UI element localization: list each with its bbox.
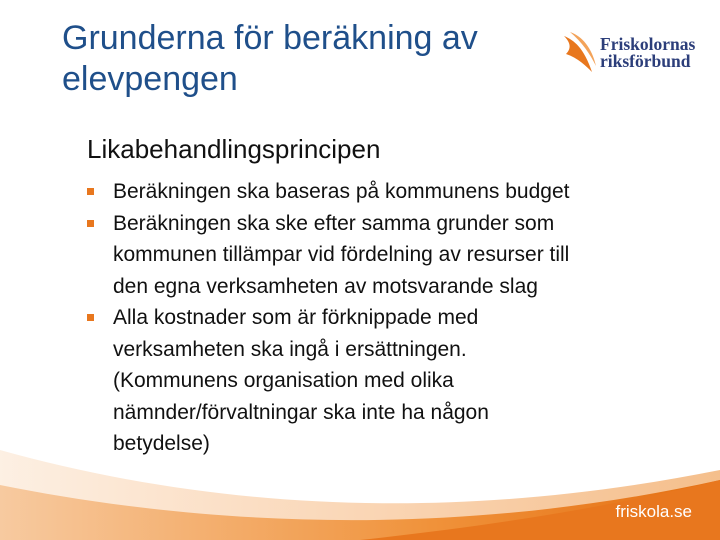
square-bullet-icon [87, 188, 94, 195]
bullet-1-line-1: Beräkningen ska baseras på kommunens budget [113, 180, 570, 203]
bullet-2-line-2: kommunen tillämpar vid fördelning av resurser till [113, 243, 570, 266]
title-line-1: Grunderna för beräkning av [62, 19, 478, 57]
slide-title [62, 18, 542, 100]
bullet-item [86, 176, 696, 208]
bullet-3-line-3: (Kommunens organisation med olika [113, 369, 454, 392]
slide-subtitle: Likabehandlingsprincipen [87, 134, 381, 164]
logo-line-1: Friskolornas [600, 34, 696, 54]
sail-logo-icon [560, 26, 600, 76]
friskolornas-logo [560, 24, 710, 80]
bullet-3-line-1: Alla kostnader som är förknippade med [113, 306, 479, 329]
bullet-2-line-3: den egna verksamheten av motsvarande slag [113, 274, 538, 298]
bullet-list [86, 176, 696, 460]
footer-url: friskola.se [615, 502, 692, 521]
title-line-2: elevpengen [62, 60, 238, 98]
bullet-2-line-1: Beräkningen ska ske efter samma grunder som [113, 211, 555, 235]
bullet-3-line-2: verksamheten ska ingå i ersättningen. [113, 337, 467, 361]
square-bullet-icon [87, 314, 94, 321]
logo-wordmark [600, 36, 695, 70]
footer-swoosh-decoration [0, 430, 720, 540]
bullet-3-line-5: betydelse) [113, 432, 210, 455]
bullet-item [86, 208, 696, 303]
square-bullet-icon [87, 220, 94, 227]
logo-line-2: riksförbund [600, 51, 691, 71]
bullet-3-line-4: nämnder/förvaltningar ska inte ha någon [113, 400, 489, 424]
